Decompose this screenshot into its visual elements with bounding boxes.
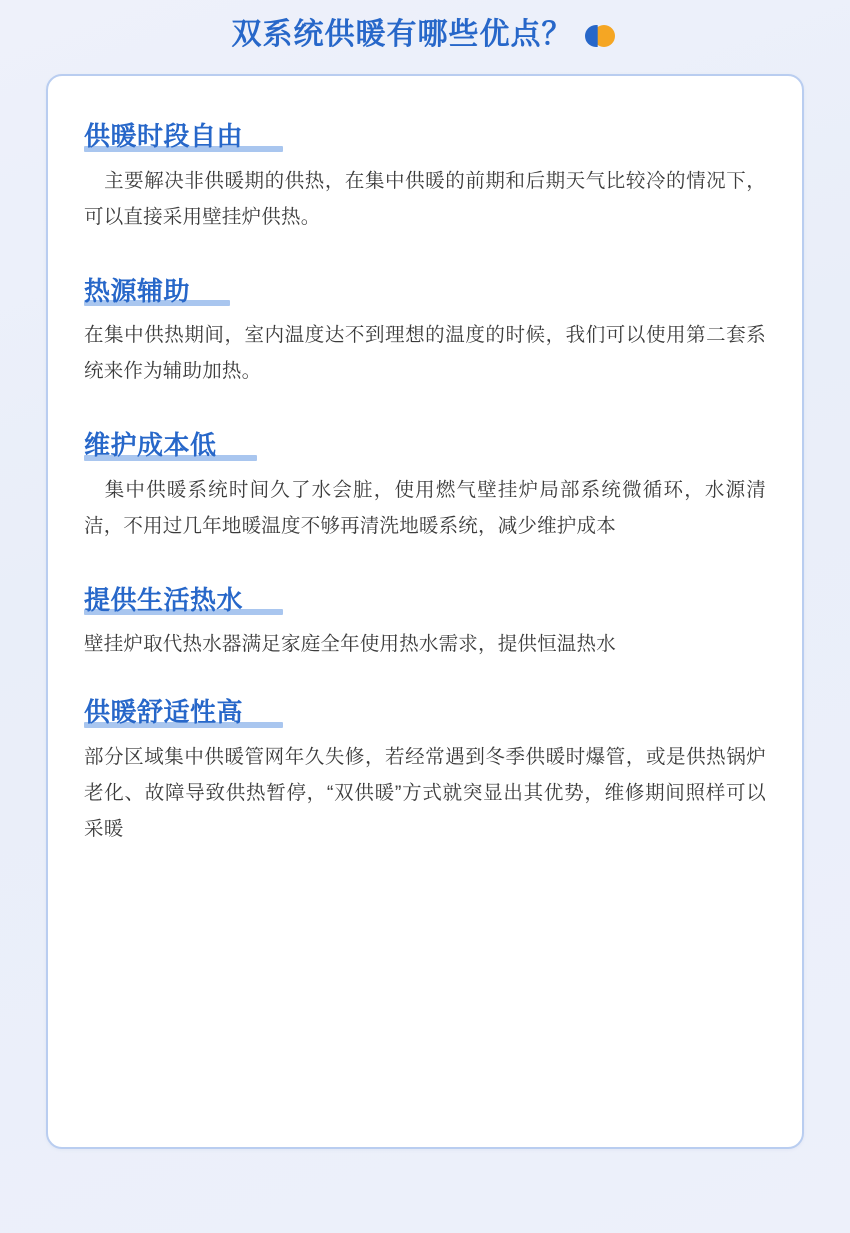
section-body: 集中供暖系统时间久了水会脏，使用燃气壁挂炉局部系统微循环，水源清洁，不用过几年地暖温度不够再清洗地暖系统，减少维护成本 xyxy=(84,478,766,537)
section-body: 主要解决非供暖期的供热，在集中供暖的前期和后期天气比较冷的情况下，可以直接采用壁挂炉供热。 xyxy=(84,169,766,228)
section-item xyxy=(84,584,766,663)
section-item xyxy=(84,429,766,544)
section-body: 部分区域集中供暖管网年久失修，若经常遇到冬季供暖时爆管，或是供热锅炉老化、故障导致供热暂停，“双供暖”方式就突显出其优势，维修期间照样可以采暖 xyxy=(84,745,766,841)
section-body: 壁挂炉取代热水器满足家庭全年使用热水需求，提供恒温热水 xyxy=(84,633,616,656)
section-heading-wrap xyxy=(84,584,283,617)
decorative-dots xyxy=(585,22,619,48)
content-card xyxy=(46,74,804,1149)
section-heading: 热源辅助 xyxy=(84,275,191,306)
section-heading-wrap xyxy=(84,429,257,462)
section-item xyxy=(84,120,766,235)
section-heading: 供暖时段自由 xyxy=(84,121,244,151)
section-item xyxy=(84,696,766,847)
section-heading: 维护成本低 xyxy=(84,430,217,461)
section-heading: 供暖舒适性高 xyxy=(84,697,244,728)
section-heading-wrap xyxy=(84,275,230,308)
page-title: 双系统供暖有哪些优点？ xyxy=(231,18,573,51)
section-heading: 提供生活热水 xyxy=(84,584,244,615)
section-body: 在集中供热期间，室内温度达不到理想的温度的时候，我们可以使用第二套系统来作为辅助加热。 xyxy=(84,324,766,383)
page-header xyxy=(0,0,850,70)
section-item xyxy=(84,275,766,390)
section-heading-wrap xyxy=(84,120,283,153)
section-heading-wrap xyxy=(84,696,283,729)
